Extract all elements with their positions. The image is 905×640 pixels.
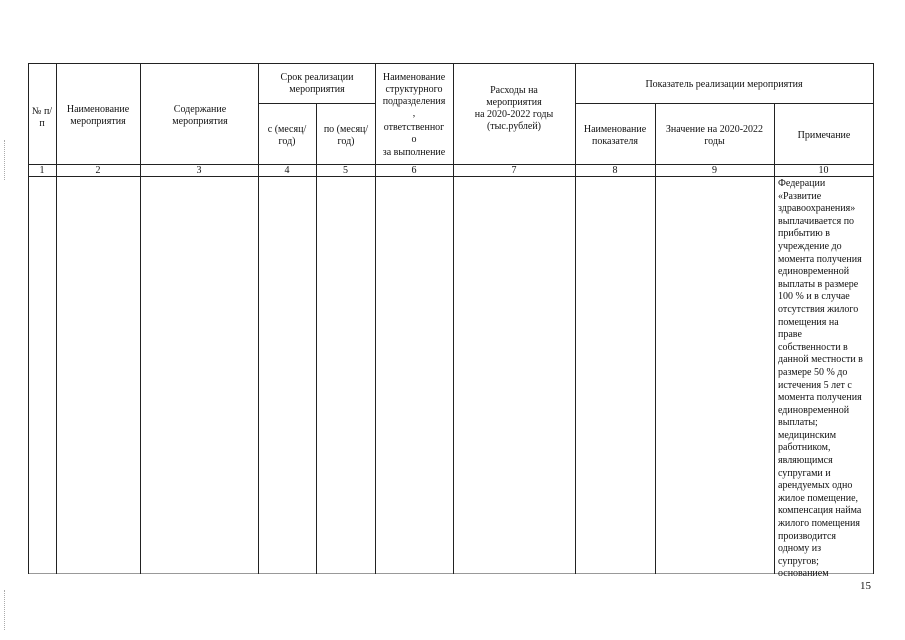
subheader-line-indicator	[575, 103, 873, 104]
col-line	[28, 63, 29, 574]
header-note: Примечание	[797, 130, 851, 141]
column-number: 10	[818, 165, 829, 176]
header-event-content: Содержание мероприятия	[172, 104, 228, 127]
header-indicator-value: Значение на 2020-2022 годы	[665, 124, 764, 147]
page-number: 15	[860, 580, 871, 592]
note-text: Федерации «Развитие здравоохранения» выплачивается по прибытию в учреждение до момента получения единовременной выплаты в размере 100 % и в случае отсутствия жилого помещения на праве собственности в данной местности в размере 50 % до истечения 5 лет с момента получения единовременной выплаты; медицинским работником, являющимся супругами и арендуемых одно жилое помещение, компенсация найма жилого помещения производится одному из супругов; основанием	[778, 178, 863, 580]
scan-mark	[4, 590, 5, 630]
header-event-name: Наименование мероприятия	[66, 104, 130, 127]
col-line	[140, 63, 141, 574]
column-number: 1	[39, 165, 45, 176]
col-line	[258, 63, 259, 574]
header-term-to: по (месяц/ год)	[323, 124, 369, 147]
column-number: 6	[411, 165, 417, 176]
header-term-from: с (месяц/ год)	[267, 124, 307, 147]
column-number: 5	[343, 165, 348, 176]
col-line	[56, 63, 57, 574]
header-indicator-name: Наименование показателя	[583, 124, 647, 147]
column-number: 9	[712, 165, 717, 176]
scan-mark	[4, 140, 5, 180]
table-bottom-line	[28, 573, 873, 574]
col-line	[453, 63, 454, 574]
header-term-group: Срок реализации мероприятия	[280, 72, 354, 95]
column-number: 3	[196, 165, 202, 176]
col-line	[575, 63, 576, 574]
col-line	[873, 63, 874, 574]
header-indicator-group: Показатель реализации мероприятия	[645, 79, 803, 90]
column-number: 7	[511, 165, 517, 176]
column-number: 2	[95, 165, 101, 176]
column-number: 4	[284, 165, 290, 176]
table-top-border	[28, 63, 873, 64]
header-number: № п/п	[31, 106, 53, 129]
column-number: 8	[612, 165, 618, 176]
